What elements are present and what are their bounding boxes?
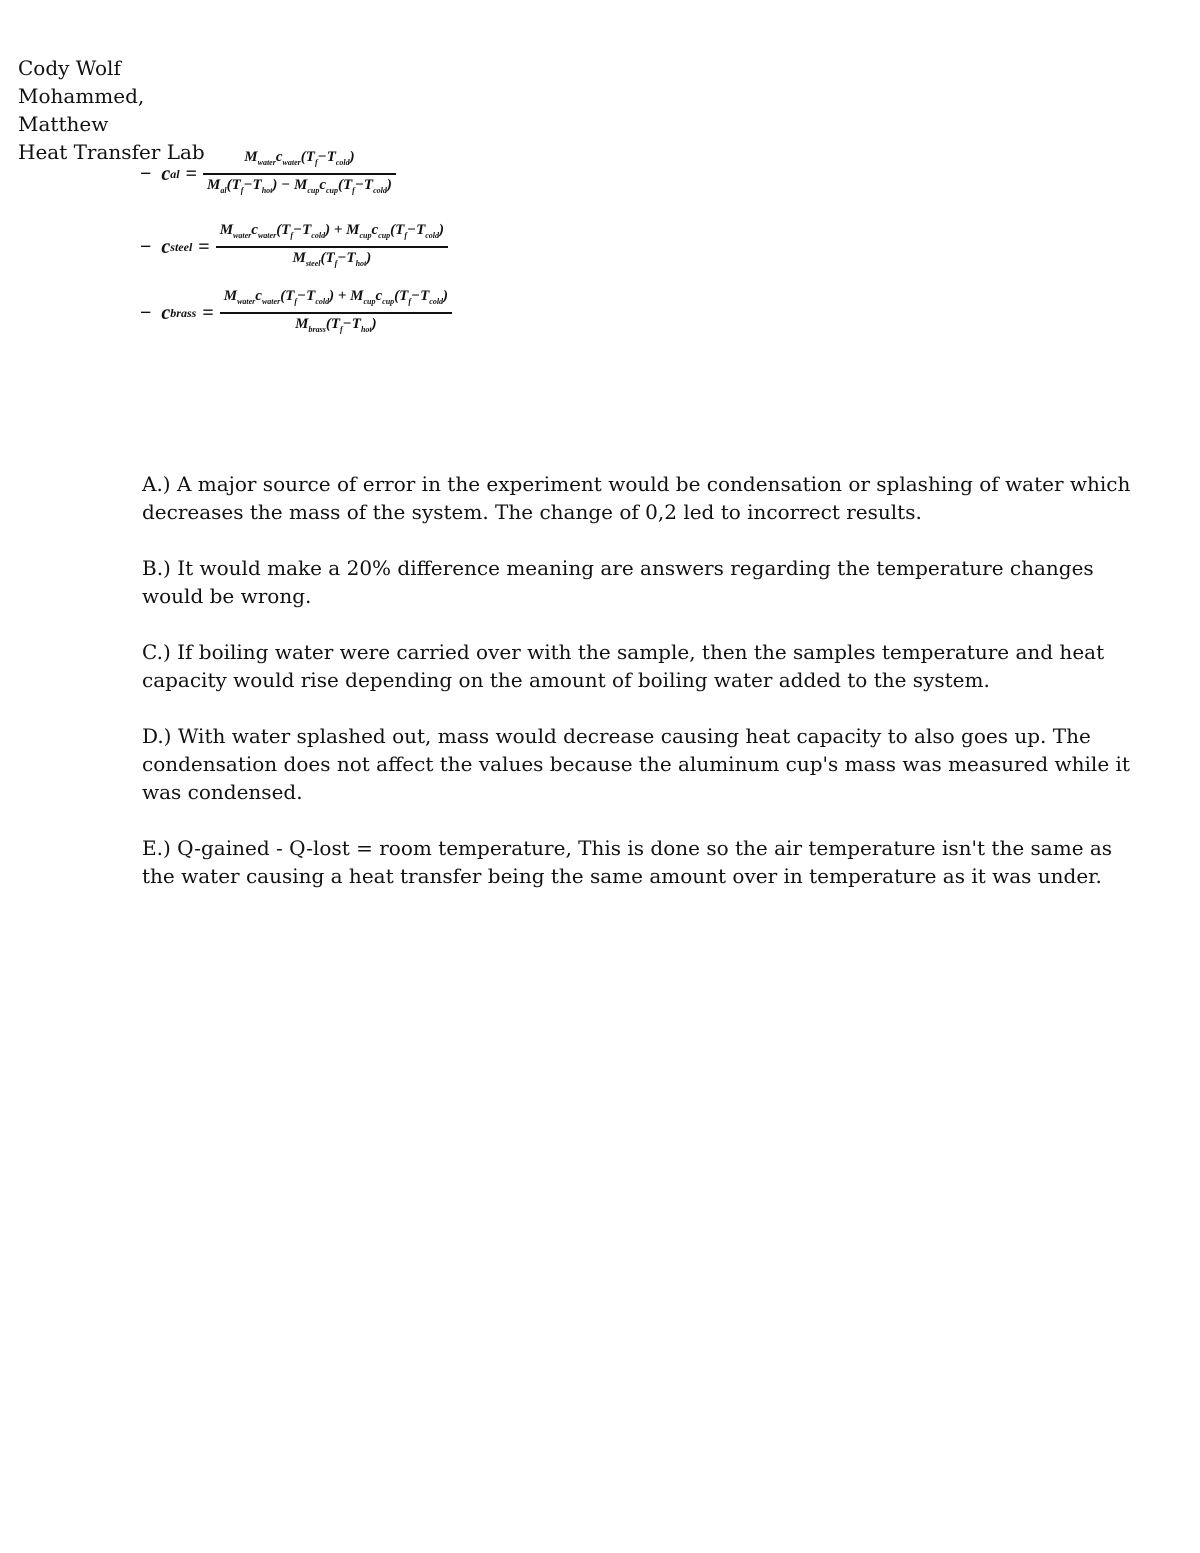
fraction-numerator: $M_{water}c_{water}(T_f-T_{cold}) + M_{cup}c_{cup}(T_f-T_{cold})$ xyxy=(219,222,445,240)
author-name: Mohammed, xyxy=(18,84,145,108)
equation-fraction xyxy=(203,147,396,201)
answers-section xyxy=(142,470,1142,918)
equation-aluminum xyxy=(140,147,396,201)
variable-symbol: c xyxy=(161,235,171,258)
equation-fraction xyxy=(216,220,448,274)
equation-lhs: − c steel = xyxy=(140,235,210,258)
fraction-denominator: $M_{brass}(T_f-T_{hot})$ xyxy=(295,316,377,334)
author-name: Matthew xyxy=(18,112,109,136)
answer-c: C.) If boiling water were carried over with the sample, then the samples temperature and heat capacity would rise depending on the amount of boiling water added to the system. xyxy=(142,640,1105,692)
equation-fraction xyxy=(220,286,452,340)
variable-subscript: steel xyxy=(170,239,193,254)
equation-lhs: − c brass = xyxy=(140,301,214,324)
equation-steel xyxy=(140,220,448,274)
fraction-denominator: $M_{al}(T_f-T_{hot}) - M_{cup}c_{cup}(T_f-T_{cold})$ xyxy=(207,177,392,195)
fraction-denominator: $M_{steel}(T_f-T_{hot})$ xyxy=(292,250,372,268)
variable-subscript: al xyxy=(170,166,180,181)
answer-b: B.) It would make a 20% difference meaning are answers regarding the temperature changes would be wrong. xyxy=(142,556,1094,608)
answer-e: E.) Q-gained - Q-lost = room temperature, This is done so the air temperature isn't the same as the water causing a heat transfer being the same amount over in temperature as it was under. xyxy=(142,836,1113,888)
answer-d: D.) With water splashed out, mass would decrease causing heat capacity to also goes up. The condensation does not affect the values because the aluminum cup's mass was measured while it was condensed. xyxy=(142,724,1130,804)
variable-symbol: c xyxy=(161,301,171,324)
equation-brass xyxy=(140,286,452,340)
document-title: Heat Transfer Lab xyxy=(18,140,205,164)
variable-subscript: brass xyxy=(170,305,197,320)
answer-a: A.) A major source of error in the experiment would be condensation or splashing of water which decreases the mass of the system. The change of 0,2 led to incorrect results. xyxy=(142,472,1131,524)
equation-lhs: − c al = xyxy=(140,162,198,185)
author-name: Cody Wolf xyxy=(18,56,121,80)
fraction-numerator: $M_{water}c_{water}(T_f-T_{cold})$ xyxy=(244,149,355,167)
variable-symbol: c xyxy=(161,162,171,185)
fraction-numerator: $M_{water}c_{water}(T_f-T_{cold}) + M_{cup}c_{cup}(T_f-T_{cold})$ xyxy=(223,288,449,306)
